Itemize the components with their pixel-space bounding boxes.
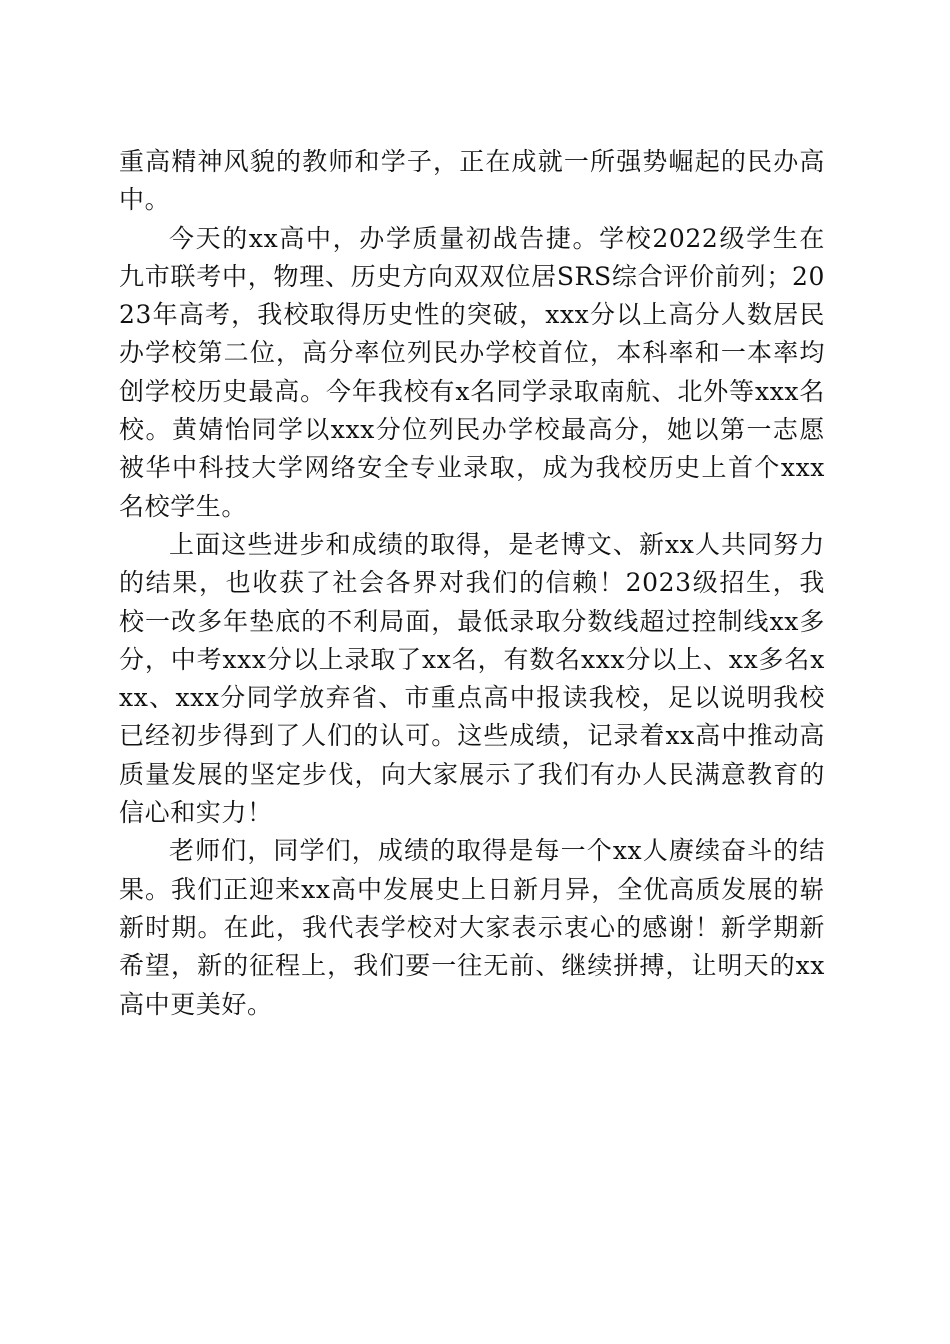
document-body — [119, 143, 825, 1024]
paragraph-closing: 老师们，同学们，成绩的取得是每一个xx人赓续奋斗的结果。我们正迎来xx高中发展史上日新月异，全优高质发展的崭新时期。在此，我代表学校对大家表示衷心的感谢！新学期新希望，新的征程上，我们要一往无前、继续拼搏，让明天的xx高中更美好。 — [119, 836, 825, 1019]
paragraph-continuation: 重高精神风貌的教师和学子，正在成就一所强势崛起的民办高中。 — [119, 147, 825, 215]
paragraph-achievements: 今天的xx高中，办学质量初战告捷。学校2022级学生在九市联考中，物理、历史方向双双位居SRS综合评价前列；2023年高考，我校取得历史性的突破，xxx分以上高分人数居民办学校第二位，高分率位列民办学校首位，本科率和一本率均创学校历史最高。今年我校有x名同学录取南航、北外等xxx名校。黄婧怡同学以xxx分位列民办学校最高分，她以第一志愿被华中科技大学网络安全专业录取，成为我校历史上首个xxx名校学生。 — [119, 223, 825, 521]
paragraph-enrollment: 上面这些进步和成绩的取得，是老博文、新xx人共同努力的结果，也收获了社会各界对我们的信赖！2023级招生，我校一改多年垫底的不利局面，最低录取分数线超过控制线xx多分，中考xxx分以上录取了xx名，有数名xxx分以上、xx多名xxx、xxx分同学放弃省、市重点高中报读我校，足以说明我校已经初步得到了人们的认可。这些成绩，记录着xx高中推动高质量发展的坚定步伐，向大家展示了我们有办人民满意教育的信心和实力！ — [119, 529, 825, 828]
